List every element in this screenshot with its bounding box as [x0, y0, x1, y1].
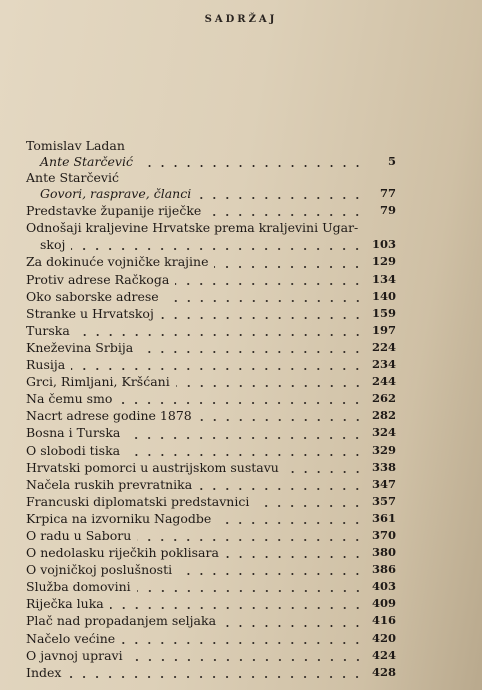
page-number: 129 — [371, 254, 396, 269]
page-number: 347 — [371, 476, 396, 491]
toc-entry — [26, 185, 406, 202]
toc-entry — [26, 236, 406, 253]
page-number: 324 — [371, 425, 396, 440]
page-number: 140 — [371, 288, 396, 303]
dot-leader — [71, 248, 364, 250]
dot-leader — [110, 607, 364, 609]
dot-leader — [175, 283, 364, 285]
page-number: 77 — [379, 186, 396, 201]
toc-entry — [26, 407, 406, 424]
page-number: 357 — [371, 493, 396, 508]
toc-entry — [26, 578, 406, 595]
page-number: 424 — [371, 647, 396, 662]
toc-entry-title: Na čemu smo — [26, 391, 113, 407]
toc-entry — [26, 459, 406, 476]
toc-entry-title: Grci, Rimljani, Kršćani — [26, 374, 170, 390]
dot-leader — [255, 505, 364, 507]
dot-leader — [126, 437, 364, 439]
page-number: 79 — [379, 203, 396, 218]
dot-leader — [165, 300, 364, 302]
toc-entry-title: O slobodi tiska — [26, 442, 121, 458]
toc-entry-title: Index — [26, 664, 62, 680]
toc-entry-title: Riječka luka — [26, 596, 104, 612]
dot-leader — [160, 317, 364, 319]
page-number: 416 — [371, 613, 396, 628]
toc-entry-title: Tomislav Ladan — [26, 138, 125, 153]
page-number: 224 — [371, 339, 396, 354]
toc-entry — [26, 442, 406, 459]
page-number: 428 — [371, 664, 396, 679]
page-number: 244 — [371, 374, 396, 389]
dot-leader — [217, 522, 364, 524]
toc-entry-title: Načela ruskih prevratnika — [26, 476, 193, 492]
dot-leader — [71, 368, 364, 370]
dot-leader — [198, 488, 364, 490]
dot-leader — [225, 556, 364, 558]
dot-leader — [137, 590, 364, 592]
toc-entry-title: Ante Starčević — [26, 170, 119, 186]
toc-entry — [26, 390, 406, 407]
toc-entry-title: Govori, rasprave, članci — [26, 186, 191, 201]
toc-entry — [26, 138, 406, 153]
toc-entry-title: Predstavke županije riječke — [26, 203, 202, 219]
toc-entry — [26, 305, 406, 322]
toc-entry — [26, 561, 406, 578]
toc-entry — [26, 202, 406, 219]
toc-entry — [26, 253, 406, 270]
dot-leader — [222, 625, 364, 627]
dot-leader — [126, 454, 364, 456]
toc-entry — [26, 612, 406, 629]
toc-entry — [26, 219, 406, 236]
toc-entry-title: Nacrt adrese godine 1878 — [26, 408, 192, 424]
page-number: 370 — [371, 527, 396, 542]
toc-entry-title: skoj — [26, 237, 65, 252]
toc-entry-title: O javnoj upravi — [26, 647, 123, 663]
toc-entry — [26, 322, 406, 339]
dot-leader — [207, 214, 364, 216]
toc-entry-title: Kneževina Srbija — [26, 339, 134, 355]
toc-entry-title: Turska — [26, 322, 70, 338]
toc-entry-title: Za dokinuće vojničke krajine — [26, 254, 209, 270]
dot-leader — [197, 197, 364, 199]
toc-entry — [26, 373, 406, 390]
dot-leader — [76, 334, 364, 336]
page-number: 134 — [371, 271, 396, 286]
toc-entry — [26, 664, 406, 681]
dot-leader — [67, 676, 364, 678]
toc-entry — [26, 595, 406, 612]
dot-leader — [129, 659, 364, 661]
dot-leader — [121, 642, 364, 644]
page-number: 5 — [387, 154, 396, 168]
dot-leader — [137, 539, 364, 541]
dot-leader — [214, 266, 364, 268]
toc-entry — [26, 544, 406, 561]
toc-entry — [26, 476, 406, 493]
page-number: 282 — [371, 408, 396, 423]
toc-entry-title: Bosna i Turska — [26, 425, 121, 441]
page-number: 197 — [371, 322, 396, 337]
toc-entry — [26, 339, 406, 356]
toc-entry — [26, 288, 406, 305]
toc-entry-title: Rusija — [26, 357, 66, 373]
toc-entry — [26, 510, 406, 527]
toc-entry-title: Ante Starčević — [26, 154, 133, 169]
dot-leader — [139, 165, 364, 167]
toc-entry-title: Služba domovini — [26, 579, 131, 595]
page-title: SADRŽAJ — [204, 14, 278, 25]
dot-leader — [178, 573, 364, 575]
toc-entry-title: O radu u Saboru — [26, 527, 132, 543]
toc-entry-title: Plač nad propadanjem seljaka — [26, 613, 217, 629]
page-number: 103 — [371, 237, 396, 252]
toc-entry — [26, 424, 406, 441]
toc-entry-title: Načelo većine — [26, 630, 116, 646]
toc-entry-title: Hrvatski pomorci u austrijskom sustavu — [26, 459, 279, 475]
toc-entry-title: Oko saborske adrese — [26, 288, 159, 304]
page-number: 409 — [371, 596, 396, 611]
toc-entry-title: O vojničkoj poslušnosti — [26, 562, 173, 578]
toc-entry — [26, 153, 406, 170]
toc-entry-title: Francuski diplomatski predstavnici — [26, 493, 250, 509]
page-number: 234 — [371, 357, 396, 372]
toc-entry — [26, 647, 406, 664]
toc-entry — [26, 356, 406, 373]
toc-entry-title: Protiv adrese Račkoga — [26, 271, 170, 287]
page-number: 403 — [371, 579, 396, 594]
toc-entry-title: O nedolasku riječkih poklisara — [26, 545, 219, 561]
toc-entry-title: Odnošaji kraljevine Hrvatske prema kraljevini Ugar- — [26, 220, 359, 236]
dot-leader — [139, 351, 364, 353]
dot-leader — [118, 402, 364, 404]
page-number: 262 — [371, 391, 396, 406]
toc-entry — [26, 630, 406, 647]
dot-leader — [285, 471, 364, 473]
toc-entry-title: Krpica na izvorniku Nagodbe — [26, 510, 212, 526]
table-of-contents — [26, 138, 406, 681]
page-number: 329 — [371, 442, 396, 457]
page-number: 338 — [371, 459, 396, 474]
page-number: 420 — [371, 630, 396, 645]
toc-entry — [26, 170, 406, 185]
page-number: 386 — [371, 562, 396, 577]
toc-entry — [26, 527, 406, 544]
page-number: 380 — [371, 545, 396, 560]
toc-entry-title: Stranke u Hrvatskoj — [26, 305, 154, 321]
page-number: 159 — [371, 305, 396, 320]
dot-leader — [198, 419, 364, 421]
toc-entry — [26, 493, 406, 510]
dot-leader — [176, 385, 364, 387]
toc-entry — [26, 271, 406, 288]
page-number: 361 — [371, 510, 396, 525]
